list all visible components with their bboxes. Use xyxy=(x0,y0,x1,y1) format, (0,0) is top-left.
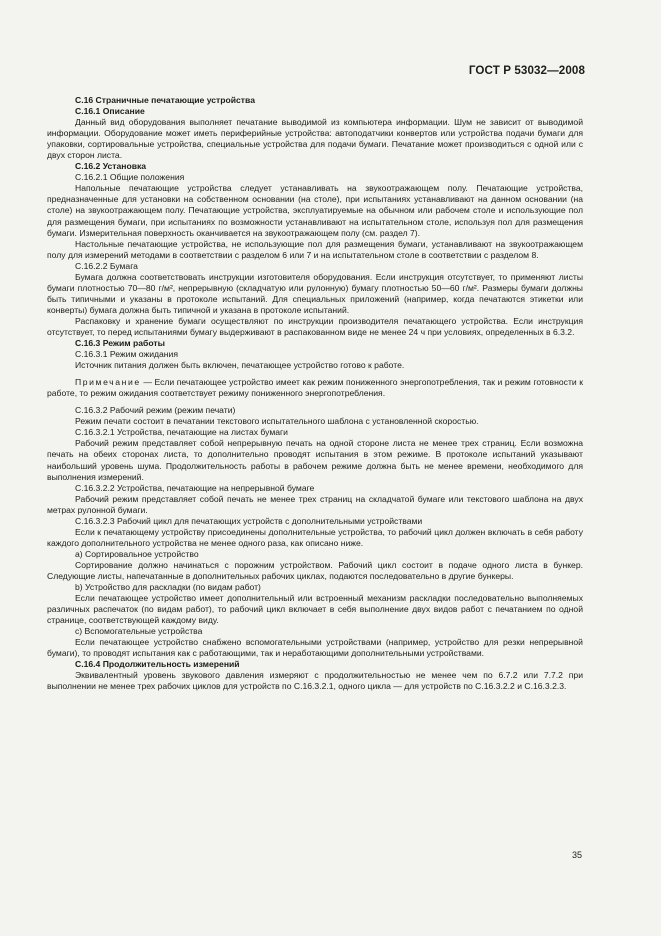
subsection-heading-c16-2-2: С.16.2.2 Бумага xyxy=(75,260,138,271)
subsection-heading-c16-3-2-1: С.16.3.2.1 Устройства, печатающие на листах бумаги xyxy=(75,427,288,438)
standard-header: ГОСТ Р 53032—2008 xyxy=(468,64,585,77)
paragraph-sheet-printing: Рабочий режим представляет собой непрерывную печать на одной стороне листа не менее трех страниц. Если возможна печать на обеих сторонах листа, то дополнительно проводят испытания в этом режиме. В протоколе испытаний указывают наибольший уровень шума. Продолжительность работы в рабочем режиме должна быть не менее времени, необходимого для выполнения измерений. xyxy=(47,438,583,482)
section-heading-c16-2: С.16.2 Установка xyxy=(75,161,147,172)
subsection-heading-c16-3-1: С.16.3.1 Режим ожидания xyxy=(75,349,178,360)
paragraph-job-separator: Если печатающее устройство имеет дополнительный или встроенный механизм раскладки последовательно выполняемых различных распечаток (по видам работ), то рабочий цикл включает в себя выполнение двух видов работ с печатанием по одной странице, соответствующей каждому виду. xyxy=(47,593,583,626)
document-body xyxy=(47,95,583,692)
paragraph-paper-storage: Распаковку и хранение бумаги осуществляют по инструкции производителя печатающего устройства. Если инструкция отсутствует, то перед испытаниями бумагу выдерживают в распакованном виде не менее 24 ч при условиях, определенных в 6.3.2. xyxy=(47,315,583,337)
paragraph-description: Данный вид оборудования выполняет печатание выводимой из компьютера информации. Шум не зависит от выводимой информации. Оборудование может иметь периферийные устройства: автоподатчики конвертов или устройства подачи бумаги для упаковки, сортировальные устройства, специальные устройства для подачи бумаги. Печатание может производиться с одной или с двух сторон листа. xyxy=(47,117,583,161)
note xyxy=(47,377,583,399)
section-heading-c16-1: С.16.1 Описание xyxy=(75,106,145,117)
subsection-heading-c16-3-2-2: С.16.3.2.2 Устройства, печатающие на непрерывной бумаге xyxy=(75,482,315,493)
section-heading-c16: С.16 Страничные печатающие устройства xyxy=(75,95,255,105)
paragraph-duration: Эквивалентный уровень звукового давления измеряют с продолжительностью не менее чем по 6.7.2 или 7.7.2 при выполнении не менее трех рабочих циклов для устройств по С.16.3.2.1, одного цикла — для устройств по С.16.3.2.2 и С.16.3.2.3. xyxy=(47,670,583,692)
paragraph-sorter: Сортирование должно начинаться с порожним устройством. Рабочий цикл состоит в подаче одного листа в бункер. Следующие листы, напечатанные в дополнительных рабочих циклах, подаются последовательно в другие бункеры. xyxy=(47,559,583,581)
paragraph-desktop-devices: Настольные печатающие устройства, не использующие пол для размещения бумаги, устанавливают на звукоотражающем полу для измерений методами в соответствии с разделом 6 или 7 и на испытательном столе в соответствии с разделом 8. xyxy=(47,238,583,260)
paragraph-standby: Источник питания должен быть включен, печатающее устройство готово к работе. xyxy=(75,360,405,371)
list-item-c: с) Вспомогательные устройства xyxy=(75,626,203,637)
paragraph-auxiliary: Если печатающее устройство снабжено вспомогательными устройствами (например, устройство для резки непрерывной бумаги), то проводят испытания как с работающими, так и неработающими дополнительными устройствами. xyxy=(47,637,583,659)
note-text: — Если печатающее устройство имеет как режим пониженного энергопотребления, так и режим готовности к работе, то режим ожидания соответствует режиму пониженного энергопотребления. xyxy=(47,377,583,399)
subsection-heading-c16-2-1: С.16.2.1 Общие положения xyxy=(75,172,185,183)
paragraph-paper: Бумага должна соответствовать инструкции изготовителя оборудования. Если инструкция отсутствует, то применяют листы бумаги плотностью 70—80 г/м², непрерывную (складчатую или рулонную) бумагу плотностью 50—60 г/м². Размеры бумаги должны быть типичными и указаны в протоколе испытаний. Для специальных приложений (например, когда печатаются этикетки или конверты) бумага должна быть типичной и указана в протоколе испытаний. xyxy=(47,271,583,315)
section-heading-c16-4: С.16.4 Продолжительность измерений xyxy=(75,659,240,670)
page-number: 35 xyxy=(571,850,582,860)
note-label: Примечание xyxy=(75,377,141,388)
list-item-a: а) Сортировальное устройство xyxy=(75,548,199,559)
paragraph-continuous-paper: Рабочий режим представляет собой печать не менее трех страниц на складчатой бумаге или текстового шаблона на двух метрах рулонной бумаги. xyxy=(47,493,583,515)
section-heading-c16-3: С.16.3 Режим работы xyxy=(75,338,165,349)
list-item-b: b) Устройство для раскладки (по видам работ) xyxy=(75,582,261,593)
paragraph-floor-devices: Напольные печатающие устройства следует устанавливать на звукоотражающем полу. Печатающие устройства, предназначенные для установки на собственном основании (на столе), при испытаниях устанавливают на данном основании (на столе) на звукоотражающем полу. Печатающие устройства, эксплуатируемые на обычном или рабочем столе и использующие пол для размещения бумаги, при испытаниях по возможности устанавливают на испытательном столе, используя пол для размещения бумаги. Измерительная поверхность оканчивается на звукоотражающем полу (см. раздел 7). xyxy=(47,183,583,238)
subsection-heading-c16-3-2: С.16.3.2 Рабочий режим (режим печати) xyxy=(75,405,236,416)
paragraph-work-cycle: Если к печатающему устройству присоединены дополнительные устройства, то рабочий цикл должен включать в себя работу каждого дополнительного устройства не менее одного раза, как описано ниже. xyxy=(47,526,583,548)
subsection-heading-c16-3-2-3: С.16.3.2.3 Рабочий цикл для печатающих устройств с дополнительными устройствами xyxy=(75,515,423,526)
paragraph-print-mode: Режим печати состоит в печатании текстового испытательного шаблона с установленной скоростью. xyxy=(75,416,479,427)
